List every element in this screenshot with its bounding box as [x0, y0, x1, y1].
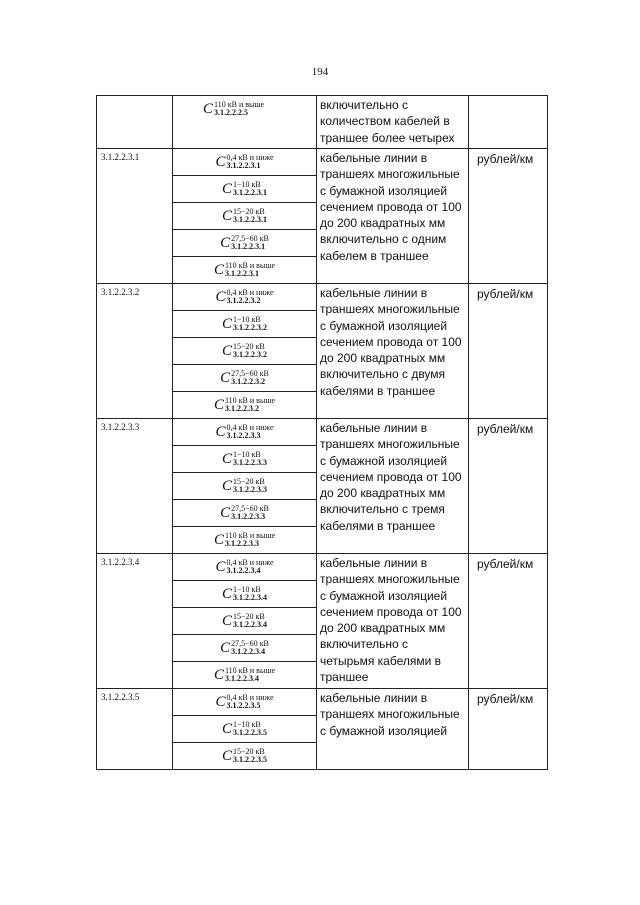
code-cell: 3.1.2.2.3.2: [97, 284, 173, 419]
symbol-superscript: 15−20 кВ: [233, 612, 265, 621]
symbol-cell: [173, 338, 317, 365]
symbol-cell: [173, 149, 317, 176]
symbol-superscript: 110 кВ и выше: [214, 100, 265, 109]
symbol-cell: [173, 608, 317, 635]
rate-symbol: [173, 635, 316, 661]
rate-symbol: [173, 608, 316, 634]
symbol-letter: C: [221, 180, 232, 197]
rate-symbol: [173, 662, 316, 688]
symbol-cell: [173, 257, 317, 284]
symbol-superscript: 0,4 кВ и ниже: [226, 288, 274, 297]
symbol-cell: [173, 230, 317, 257]
rate-symbol: [173, 419, 316, 445]
symbol-cell: [173, 635, 317, 662]
symbol-superscript: 110 кВ и выше: [224, 531, 276, 540]
symbol-superscript: 27,5−60 кВ: [231, 639, 269, 648]
symbol-letter: C: [221, 342, 232, 359]
symbol-subscript: 3.1.2.2.3.1: [233, 188, 267, 197]
rate-symbol: [173, 257, 316, 283]
symbol-superscript: 27,5−60 кВ: [231, 504, 269, 513]
rate-symbol: [173, 176, 316, 202]
symbol-letter: C: [215, 153, 226, 170]
symbol-superscript: 0,4 кВ и ниже: [226, 153, 274, 162]
symbol-letter: C: [220, 234, 231, 251]
table-row: [97, 689, 548, 716]
rate-symbol: [173, 365, 316, 391]
symbol-cell: [173, 716, 317, 743]
code-cell: 3.1.2.2.3.5: [97, 689, 173, 770]
rate-symbol: [173, 716, 316, 742]
symbol-letter: C: [203, 100, 214, 117]
symbol-letter: C: [220, 504, 231, 521]
symbol-subscript: 3.1.2.2.3.3: [233, 485, 267, 494]
description-cell: кабельные линии в траншеях многожильные с бумажной изоляцией сечением провода от 100 до 200 квадратных мм включительно с одним кабелем в траншее: [317, 149, 469, 284]
unit-cell: рублей/км: [469, 419, 548, 554]
description-cell: кабельные линии в траншеях многожильные с бумажной изоляцией: [317, 689, 469, 770]
table-row: [97, 96, 548, 149]
rate-symbol: [173, 96, 316, 122]
symbol-subscript: 3.1.2.2.3.2: [233, 350, 267, 359]
symbol-letter: C: [213, 261, 224, 278]
rate-symbol: [173, 473, 316, 499]
rate-symbol: [173, 338, 316, 364]
rate-symbol: [173, 203, 316, 229]
symbol-subscript: 3.1.2.2.3.5: [233, 755, 267, 764]
rate-symbol: [173, 311, 316, 337]
symbol-cell: [173, 689, 317, 716]
symbol-superscript: 0,4 кВ и ниже: [226, 693, 274, 702]
symbol-letter: C: [215, 558, 226, 575]
rate-symbol: [173, 392, 316, 418]
unit-cell: рублей/км: [469, 149, 548, 284]
symbol-subscript: 3.1.2.2.3.1: [233, 215, 267, 224]
symbol-cell: [173, 176, 317, 203]
rate-symbol: [173, 149, 316, 175]
code-cell: 3.1.2.2.3.4: [97, 554, 173, 689]
symbol-subscript: 3.1.2.2.3.1: [224, 269, 259, 278]
symbol-subscript: 3.1.2.2.3.3: [231, 512, 266, 521]
rate-symbol: [173, 554, 316, 580]
table-row: [97, 149, 548, 176]
symbol-cell: [173, 203, 317, 230]
symbol-cell: [173, 473, 317, 500]
symbol-letter: C: [221, 585, 232, 602]
symbol-superscript: 1−10 кВ: [233, 180, 261, 189]
symbol-letter: C: [221, 747, 232, 764]
rate-symbol: [173, 743, 316, 769]
symbol-cell: [173, 743, 317, 770]
symbol-cell: [173, 446, 317, 473]
symbol-letter: C: [213, 396, 224, 413]
symbol-cell: [173, 527, 317, 554]
table-row: [97, 284, 548, 311]
table-row: [97, 419, 548, 446]
rate-symbol: [173, 446, 316, 472]
symbol-subscript: 3.1.2.2.3.4: [226, 566, 261, 575]
symbol-subscript: 3.1.2.2.3.3: [224, 539, 259, 548]
symbol-cell: [173, 392, 317, 419]
symbol-superscript: 15−20 кВ: [233, 207, 265, 216]
symbol-subscript: 3.1.2.2.3.2: [233, 323, 267, 332]
code-cell: [97, 96, 173, 149]
symbol-superscript: 0,4 кВ и ниже: [226, 558, 274, 567]
symbol-superscript: 110 кВ и выше: [224, 666, 276, 675]
symbol-subscript: 3.1.2.2.3.2: [226, 296, 261, 305]
symbol-cell: [173, 581, 317, 608]
unit-cell: рублей/км: [469, 689, 548, 770]
symbol-letter: C: [221, 720, 232, 737]
symbol-subscript: 3.1.2.2.3.1: [226, 161, 261, 170]
symbol-cell: [173, 365, 317, 392]
rate-symbol: [173, 500, 316, 526]
symbol-subscript: 3.1.2.2.3.1: [231, 242, 266, 251]
symbol-superscript: 1−10 кВ: [233, 585, 261, 594]
symbol-subscript: 3.1.2.2.3.2: [224, 404, 259, 413]
symbol-subscript: 3.1.2.2.3.3: [233, 458, 267, 467]
unit-cell: [469, 96, 548, 149]
symbol-superscript: 15−20 кВ: [233, 477, 265, 486]
symbol-superscript: 1−10 кВ: [233, 315, 261, 324]
symbol-cell: [173, 554, 317, 581]
symbol-letter: C: [215, 693, 226, 710]
table-row: [97, 554, 548, 581]
symbol-cell: [173, 96, 317, 149]
code-cell: 3.1.2.2.3.1: [97, 149, 173, 284]
symbol-subscript: 3.1.2.2.3.3: [226, 431, 261, 440]
symbol-letter: C: [221, 207, 232, 224]
rate-symbol: [173, 230, 316, 256]
symbol-superscript: 110 кВ и выше: [224, 396, 276, 405]
rate-symbol: [173, 581, 316, 607]
symbol-subscript: 3.1.2.2.3.5: [233, 728, 267, 737]
symbol-letter: C: [215, 288, 226, 305]
symbol-superscript: 1−10 кВ: [233, 720, 261, 729]
symbol-subscript: 3.1.2.2.3.4: [233, 620, 267, 629]
symbol-letter: C: [213, 666, 224, 683]
tariff-table: [96, 95, 548, 770]
symbol-superscript: 1−10 кВ: [233, 450, 261, 459]
rate-symbol: [173, 689, 316, 715]
description-cell: кабельные линии в траншеях многожильные с бумажной изоляцией сечением провода от 100 до 200 квадратных мм включительно с тремя кабелями в траншее: [317, 419, 469, 554]
description-cell: кабельные линии в траншеях многожильные с бумажной изоляцией сечением провода от 100 до 200 квадратных мм включительно с четырьмя кабелями в траншее: [317, 554, 469, 689]
symbol-superscript: 27,5−60 кВ: [231, 234, 269, 243]
symbol-cell: [173, 500, 317, 527]
rate-symbol: [173, 284, 316, 310]
symbol-subscript: 3.1.2.2.3.2: [231, 377, 266, 386]
symbol-letter: C: [221, 477, 232, 494]
symbol-subscript: 3.1.2.2.3.4: [224, 674, 259, 683]
symbol-superscript: 15−20 кВ: [233, 747, 265, 756]
symbol-letter: C: [213, 531, 224, 548]
description-cell: кабельные линии в траншеях многожильные с бумажной изоляцией сечением провода от 100 до 200 квадратных мм включительно с двумя кабелями в траншее: [317, 284, 469, 419]
symbol-superscript: 110 кВ и выше: [224, 261, 276, 270]
symbol-subscript: 3.1.2.2.3.5: [226, 701, 261, 710]
page-number: 194: [311, 66, 329, 78]
tariff-table-body: [97, 96, 548, 770]
symbol-superscript: 0,4 кВ и ниже: [226, 423, 274, 432]
symbol-subscript: 3.1.2.2.2.5: [214, 108, 249, 117]
symbol-cell: [173, 662, 317, 689]
symbol-cell: [173, 284, 317, 311]
unit-cell: рублей/км: [469, 284, 548, 419]
symbol-letter: C: [221, 612, 232, 629]
symbol-superscript: 27,5−60 кВ: [231, 369, 269, 378]
symbol-cell: [173, 419, 317, 446]
unit-cell: рублей/км: [469, 554, 548, 689]
symbol-cell: [173, 311, 317, 338]
symbol-letter: C: [220, 639, 231, 656]
symbol-letter: C: [215, 423, 226, 440]
symbol-superscript: 15−20 кВ: [233, 342, 265, 351]
code-cell: 3.1.2.2.3.3: [97, 419, 173, 554]
rate-symbol: [173, 527, 316, 553]
symbol-subscript: 3.1.2.2.3.4: [231, 647, 266, 656]
symbol-subscript: 3.1.2.2.3.4: [233, 593, 267, 602]
symbol-letter: C: [221, 450, 232, 467]
symbol-letter: C: [221, 315, 232, 332]
symbol-letter: C: [220, 369, 231, 386]
description-cell: включительно с количеством кабелей в траншее более четырех: [317, 96, 469, 149]
